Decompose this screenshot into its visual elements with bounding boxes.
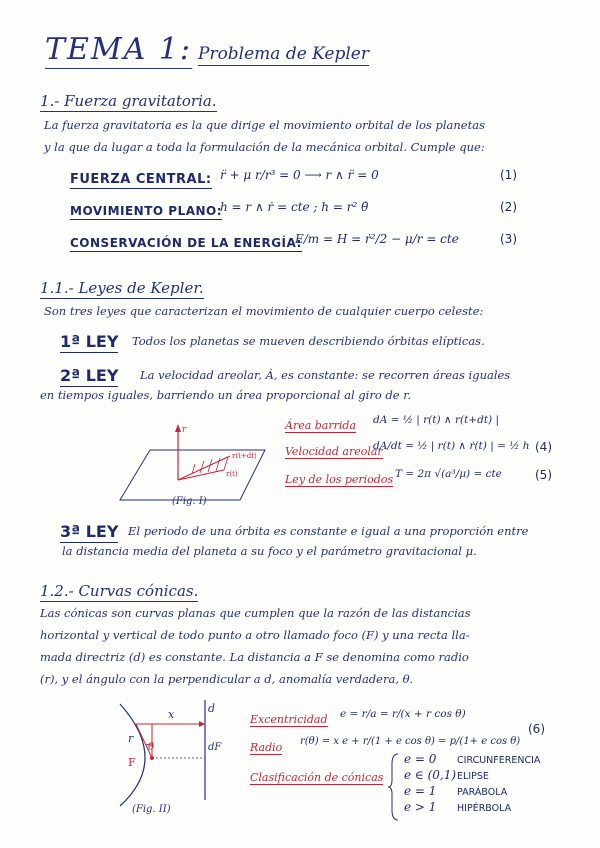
law-3-continued: la distancia media del planeta a su foco y el parámetro gravitacional μ. — [62, 544, 477, 558]
def-areolar-velocity: Velocidad areolar dA/dt = ½ | r(t) ∧ ṙ(t) | = ½ h (4) — [285, 440, 552, 458]
section-1-intro: La fuerza gravitatoria es la que dirige el movimiento orbital de los planetas y la que da lugar a toda la formulación de la mecánica orbital. Cumple que: — [44, 118, 485, 154]
section-1-heading: 1.- Fuerza gravitatoria. — [40, 92, 217, 110]
def-area: Área barrida dA = ½ | r(t) ∧ r(t+dt) | — [285, 414, 500, 432]
section-1-1-intro: Son tres leyes que caracterizan el movimiento de cualquier cuerpo celeste: — [44, 304, 484, 318]
equation-row-2: MOVIMIENTO PLANO: h = r ∧ ṙ = cte ; h = r² θ̇ (2) — [70, 200, 517, 218]
def-periods: Ley de los periodos T = 2π √(a³/μ) = cte (5) — [285, 468, 552, 486]
law-2: 2ª LEY La velocidad areolar, Ȧ, es constante: se recorren áreas iguales — [60, 366, 511, 385]
classification-brace — [388, 752, 400, 822]
equation-row-1: FUERZA CENTRAL: r̈ + μ r/r³ = 0 ⟶ r ∧ r̈ = 0 (1) — [70, 168, 517, 187]
classification-item: e = 1 PARÁBOLA — [404, 784, 508, 798]
figure-2-caption: (Fig. II) — [132, 804, 171, 815]
law-1: 1ª LEY Todos los planetas se mueven describiendo órbitas elípticas. — [60, 332, 485, 351]
section-1-1-heading: 1.1.- Leyes de Kepler. — [40, 279, 204, 297]
figure-1-label-r: r — [182, 425, 187, 435]
page-title: TEMA 1: — [45, 32, 193, 67]
figure-2-label-df: dF — [208, 742, 222, 753]
figure-1-caption: (Fig. I) — [172, 496, 207, 507]
figure-2-label-d: d — [208, 702, 216, 715]
classification-item: e ∈ (0,1) ELIPSE — [404, 768, 489, 782]
classification-list — [404, 752, 540, 816]
section-1-2-text: Las cónicas son curvas planas que cumplen que la razón de las distancias horizontal y vertical de todo punto a otro llamado foco (F) y una recta lla- mada directriz (d) es constante. La distancia a F se denomina como radio (r), y el ángulo con la perpendicular a d, anomalía verdadera, θ. — [40, 606, 471, 686]
def-radius: Radio r(θ) = x e + r/(1 + e cos θ) = p/(1+ e cos θ) (6) — [250, 722, 545, 754]
law-2-continued: en tiempos iguales, barriendo un área proporcional al giro de r. — [40, 388, 412, 402]
figure-2-label-focus: F — [128, 756, 136, 769]
figure-2-label-r: r — [128, 732, 134, 745]
page-subtitle: Problema de Kepler — [198, 44, 369, 64]
figure-1-label-r-t: r(t) — [226, 470, 238, 478]
figure-2-diagram — [100, 700, 230, 810]
figure-1-label-r-dt: r(t+dt) — [232, 452, 257, 460]
figure-2-label-x: x — [168, 708, 175, 721]
equation-row-3: CONSERVACIÓN DE LA ENERGÍA: E/m = H = ṙ²/2 − μ/r = cte (3) — [70, 232, 517, 250]
classification-item: e = 0 CIRCUNFERENCIA — [404, 752, 541, 766]
section-1-2-heading: 1.2.- Curvas cónicas. — [40, 582, 199, 600]
def-eccentricity: Excentricidad e = r/a = r/(x + r cos θ) — [250, 708, 466, 726]
def-classification: Clasificación de cónicas — [250, 771, 384, 784]
classification-item: e > 1 HIPÉRBOLA — [404, 800, 512, 814]
law-3: 3ª LEY El periodo de una órbita es constante e igual a una proporción entre — [60, 522, 529, 541]
figure-2-label-theta: θ — [148, 742, 155, 753]
